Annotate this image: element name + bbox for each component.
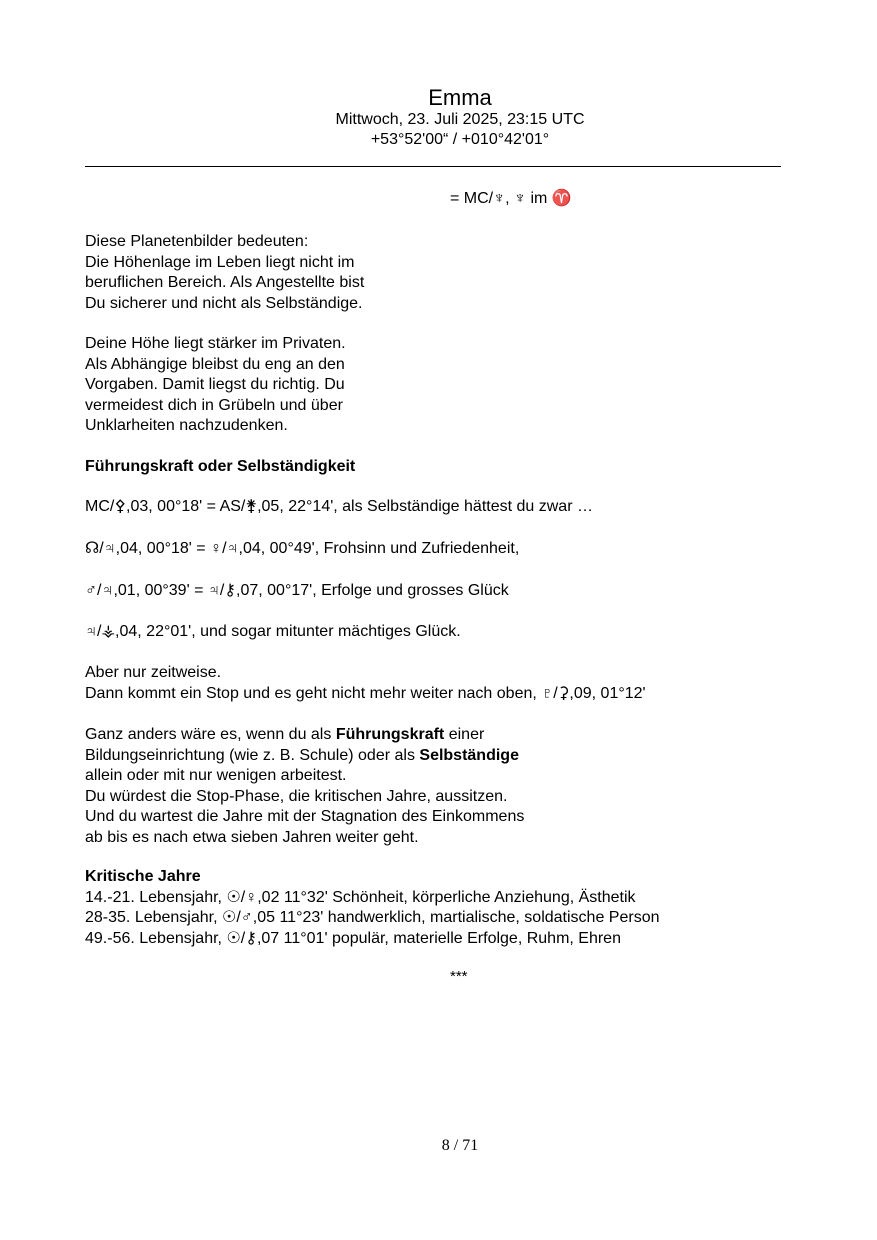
formula-line: MC/⚴,03, 00°18' = AS/⚵,05, 22°14', als Selbständige hättest du zwar … bbox=[85, 498, 593, 515]
alternative-line: Du würdest die Stop-Phase, die kritischen Jahre, aussitzen. bbox=[85, 787, 508, 805]
chart-datetime: Mittwoch, 23. Juli 2025, 23:15 UTC bbox=[335, 111, 585, 128]
page-number: 8 / 71 bbox=[441, 1137, 479, 1154]
alternative-paragraph bbox=[85, 725, 524, 848]
alternative-line: Bildungseinrichtung (wie z. B. Schule) oder als Selbständige bbox=[85, 746, 519, 764]
section-heading-leadership: Führungskraft oder Selbständigkeit bbox=[85, 458, 356, 475]
stop-paragraph bbox=[85, 663, 646, 704]
intro-line: Die Höhenlage im Leben liegt nicht im bbox=[85, 253, 355, 271]
private-line: Vorgaben. Damit liegst du richtig. Du bbox=[85, 376, 345, 393]
intro-line: Diese Planetenbilder bedeuten: bbox=[85, 233, 309, 250]
critical-row: 49.-56. Lebensjahr, ☉/⚷,07 11°01' populär, materielle Erfolge, Ruhm, Ehren bbox=[85, 929, 621, 947]
critical-row: 14.-21. Lebensjahr, ☉/♀,02 11°32' Schönheit, körperliche Anziehung, Ästhetik bbox=[85, 888, 636, 906]
section-separator: *** bbox=[450, 968, 468, 985]
section-heading-critical: Kritische Jahre bbox=[85, 868, 201, 885]
critical-years-section bbox=[85, 867, 659, 949]
header-divider bbox=[85, 166, 781, 167]
private-line: Unklarheiten nachzudenken. bbox=[85, 417, 288, 434]
alternative-line: allein oder mit nur wenigen arbeitest. bbox=[85, 767, 347, 784]
formula-line: ♃/⚶,04, 22°01', und sogar mitunter mächtiges Glück. bbox=[85, 623, 461, 640]
private-line: Als Abhängige bleibst du eng an den bbox=[85, 355, 345, 373]
intro-line: Du sicherer und nicht als Selbständige. bbox=[85, 294, 363, 312]
formula-line: ♂/♃,01, 00°39' = ♃/⚷,07, 00°17', Erfolge und grosses Glück bbox=[85, 582, 509, 599]
alternative-line: Und du wartest die Jahre mit der Stagnation des Einkommens bbox=[85, 808, 525, 825]
stop-line: Aber nur zeitweise. bbox=[85, 664, 222, 681]
private-line: Deine Höhe liegt stärker im Privaten. bbox=[85, 335, 346, 352]
private-line: vermeidest dich in Grübeln und über bbox=[85, 396, 343, 414]
alternative-line: ab bis es nach etwa sieben Jahren weiter geht. bbox=[85, 828, 419, 846]
intro-paragraph bbox=[85, 232, 364, 314]
chart-coordinates: +53°52'00“ / +010°42'01° bbox=[370, 131, 550, 148]
intro-line: beruflichen Bereich. Als Angestellte bist bbox=[85, 274, 365, 291]
formula-line: ☊/♃,04, 00°18' = ♀/♃,04, 00°49', Frohsinn und Zufriedenheit, bbox=[85, 540, 520, 557]
top-formula: = MC/♆, ♆ im ♈ bbox=[450, 190, 572, 207]
bold-term: Selbständige bbox=[419, 746, 519, 764]
stop-line: Dann kommt ein Stop und es geht nicht mehr weiter nach oben, ♇/⚳,09, 01°12' bbox=[85, 684, 646, 702]
page-title: Emma bbox=[428, 85, 492, 110]
alternative-line: Ganz anders wäre es, wenn du als Führungskraft einer bbox=[85, 726, 485, 743]
bold-term: Führungskraft bbox=[335, 726, 445, 743]
private-paragraph bbox=[85, 334, 346, 437]
critical-row: 28-35. Lebensjahr, ☉/♂,05 11°23' handwerklich, martialische, soldatische Person bbox=[85, 909, 660, 926]
